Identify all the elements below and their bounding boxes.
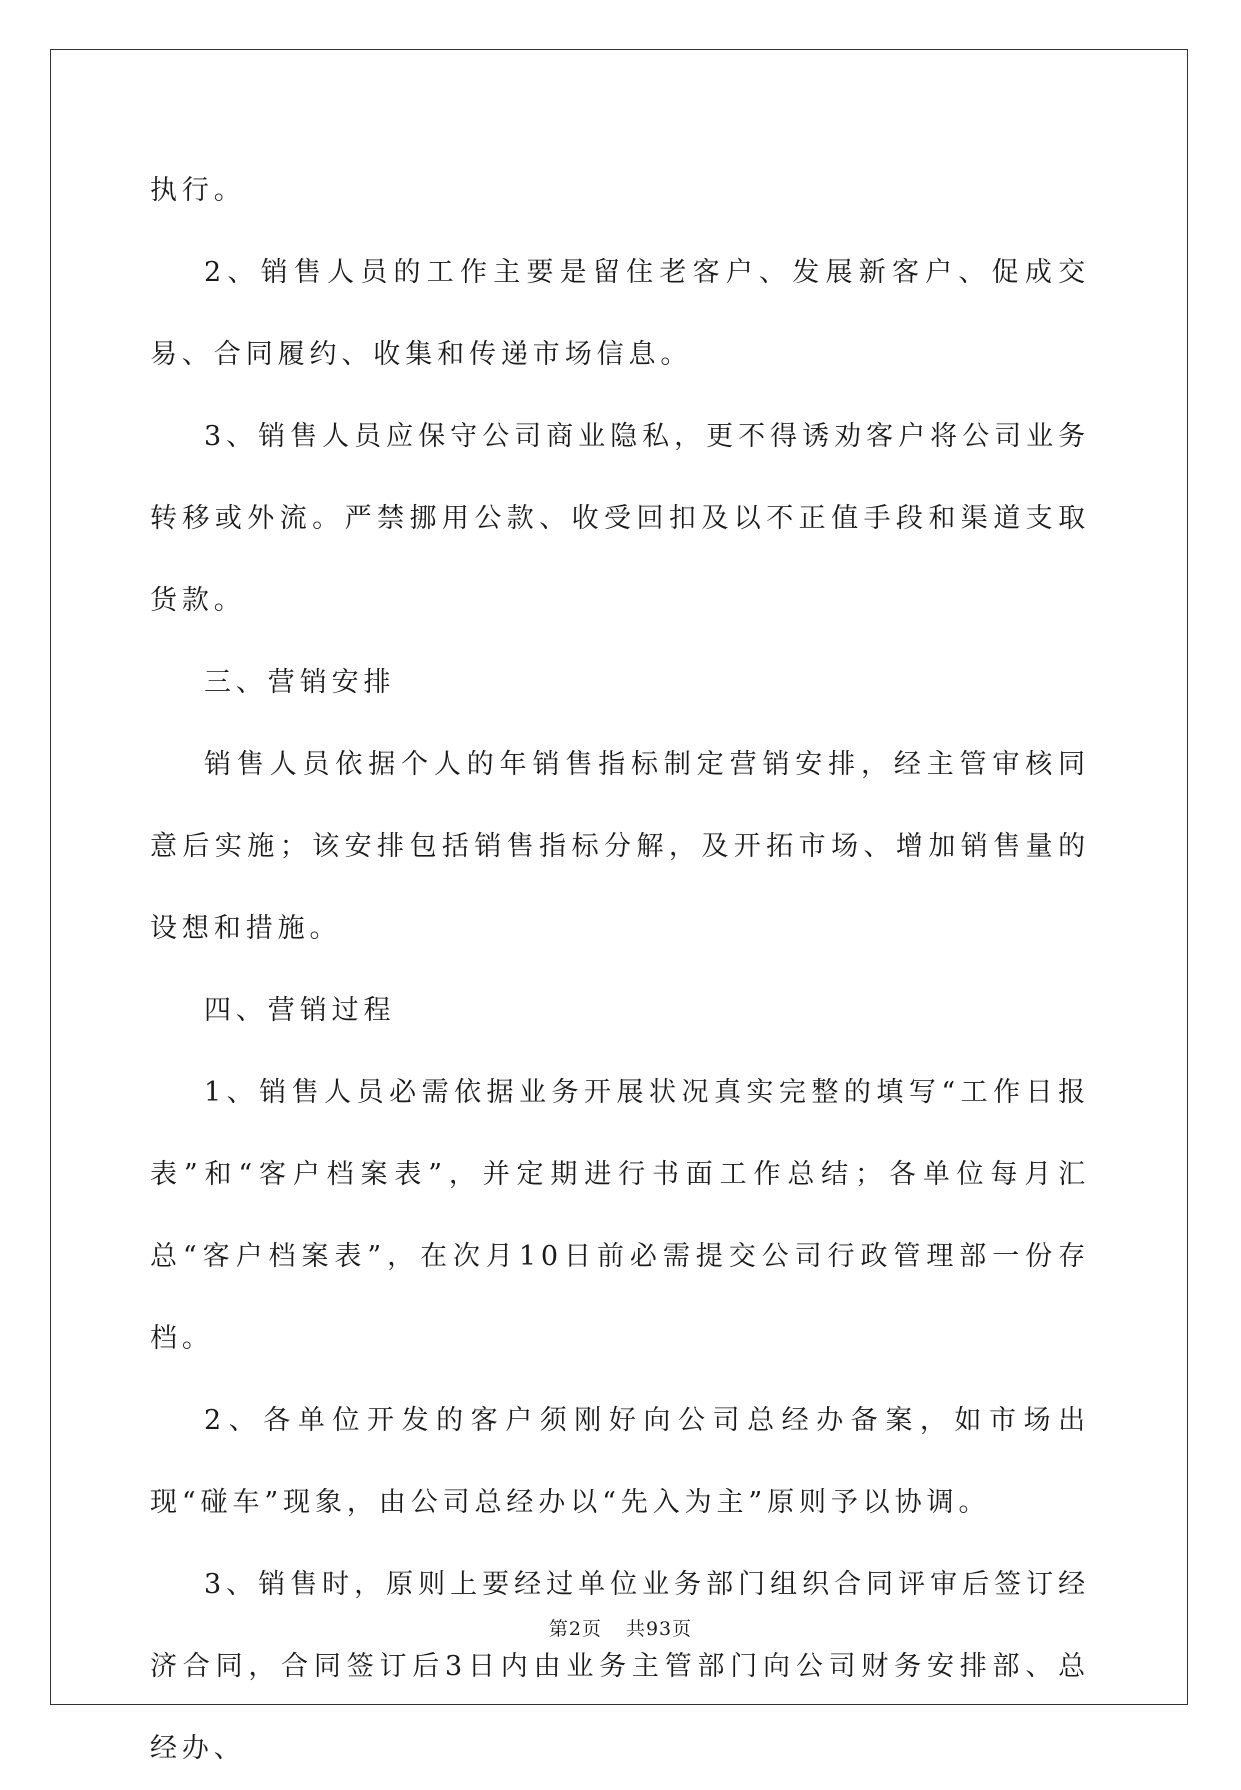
paragraph: 销售人员依据个人的年销售指标制定营销安排，经主管审核同意后实施；该安排包括销售指标分解，及开拓市场、增加销售量的设想和措施。 [150, 749, 1090, 944]
paragraph: 执行。 [150, 175, 246, 206]
paragraph: 2、销售人员的工作主要是留住老客户、发展新客户、促成交易、合同履约、收集和传递市场信息。 [150, 257, 1090, 370]
page-footer [0, 1614, 1241, 1641]
section-heading: 四、营销过程 [204, 995, 396, 1026]
paragraph: 2、各单位开发的客户须刚好向公司总经办备案，如市场出现“碰车”现象，由公司总经办以“先入为主”原则予以协调。 [150, 1405, 1090, 1518]
section-heading: 三、营销安排 [204, 667, 396, 698]
page-total: 共93页 [625, 1618, 693, 1640]
paragraph: 3、销售时，原则上要经过单位业务部门组织合同评审后签订经济合同，合同签订后3日内由业务主管部门向公司财务安排部、总经办、 [150, 1569, 1090, 1764]
document-body [150, 150, 1090, 1790]
page-number: 第2页 [548, 1618, 602, 1640]
paragraph: 3、销售人员应保守公司商业隐私，更不得诱劝客户将公司业务转移或外流。严禁挪用公款、收受回扣及以不正值手段和渠道支取货款。 [150, 421, 1090, 616]
paragraph: 1、销售人员必需依据业务开展状况真实完整的填写“工作日报表”和“客户档案表”，并定期进行书面工作总结；各单位每月汇总“客户档案表”，在次月10日前必需提交公司行政管理部一份存档。 [150, 1077, 1090, 1354]
